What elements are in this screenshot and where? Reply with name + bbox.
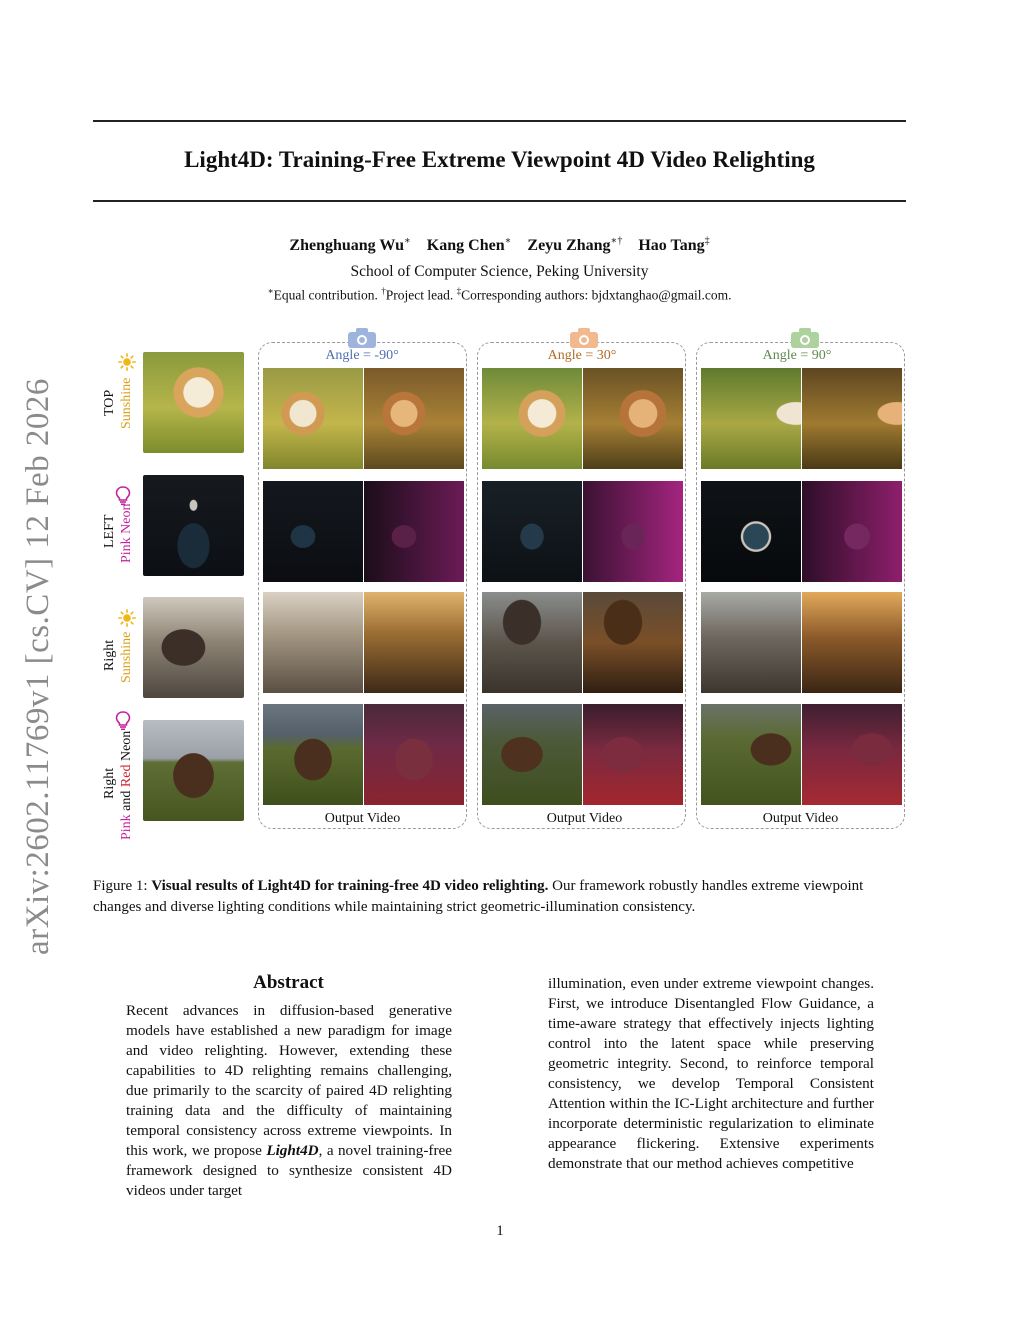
author: Kang Chen∗ [426, 236, 512, 255]
abstract-heading: Abstract [253, 972, 324, 993]
row-label-direction: Right [102, 639, 117, 671]
output-frame [701, 368, 801, 469]
abstract-text-left-column: Recent advances in diffusion-based generative models have established a new paradigm for image and video relighting. However, extending these capabilities to 4D relighting remains challenging, due primarily to the scarcity of paired 4D relighting training data and the difficulty of maintaining temporal consistency across extreme viewpoints. In this work, we propose Light4D, a novel training-free framework designed to synthesize consistent 4D videos under target [126, 1002, 452, 1199]
affiliation: School of Computer Science, Peking University [350, 263, 649, 280]
page-number: 1 [496, 1223, 504, 1239]
input-image-corgi [143, 352, 244, 453]
author: Hao Tang‡ [638, 236, 710, 255]
paper-title: Light4D: Training-Free Extreme Viewpoint 4D Video Relighting [184, 147, 815, 172]
output-frame [701, 481, 801, 582]
output-frame [482, 481, 582, 582]
angle-label: Angle = 90° [762, 348, 832, 363]
input-image-woman [143, 475, 244, 576]
row-label-lighting: Pink Neon [119, 503, 134, 563]
output-frame [263, 704, 363, 805]
output-frame [482, 592, 582, 693]
author: Zhenghuang Wu∗ [289, 236, 411, 255]
output-frame [701, 704, 801, 805]
output-frame [802, 704, 902, 805]
sun-icon [118, 353, 136, 371]
output-frame [583, 592, 683, 693]
arxiv-identifier-stamp: arXiv:2602.11769v1 [cs.CV] 12 Feb 2026 [20, 378, 56, 955]
output-frame [482, 368, 582, 469]
contribution-note: ∗Equal contribution. †Project lead. ‡Corresponding authors: bjdxtanghao@gmail.com. [267, 286, 732, 303]
camera-icon [790, 327, 820, 349]
output-frame [701, 592, 801, 693]
row-label-direction: Right [102, 767, 117, 799]
input-image-bear [143, 720, 244, 821]
title-bottom-rule [93, 200, 906, 202]
angle-label: Angle = -90° [325, 348, 399, 363]
output-video-label: Output Video [546, 811, 623, 826]
output-frame [583, 481, 683, 582]
input-image-rocky-shore [143, 597, 244, 698]
row-label-direction: TOP [102, 389, 117, 416]
row-label-lighting: Sunshine [119, 377, 134, 429]
author-list [93, 236, 906, 255]
camera-icon [569, 327, 599, 349]
output-frame [364, 704, 464, 805]
row-label-direction: LEFT [102, 514, 117, 548]
abstract-text-right-column: illumination, even under extreme viewpoint changes. First, we introduce Disentangled Flow Guidance, a time-aware strategy that effectively injects lighting control into the latent space while preserving geometric integrity. Second, to reinforce temporal consistency, we develop Temporal Consistent Attention within the IC-Light architecture and further incorporate deterministic regularization to eliminate appearance flickering. Extensive experiments demonstrate that our method achieves competitive [548, 975, 874, 1172]
row-label-lighting: Pink and Red Neon [119, 730, 134, 840]
output-frame [802, 592, 902, 693]
output-video-label: Output Video [324, 811, 401, 826]
output-frame [583, 368, 683, 469]
output-video-label: Output Video [762, 811, 839, 826]
angle-label: Angle = 30° [547, 348, 617, 363]
output-frame [263, 368, 363, 469]
output-frame [263, 481, 363, 582]
author: Zeyu Zhang∗† [527, 236, 623, 255]
camera-icon [347, 327, 377, 349]
lightbulb-icon [115, 711, 131, 731]
output-frame [263, 592, 363, 693]
figure-caption: Figure 1: Visual results of Light4D for training-free 4D video relighting. Our framework robustly handles extreme viewpoint changes and diverse lighting conditions while maintaining strict geometric-illumination consistency. [93, 878, 864, 915]
output-frame [802, 481, 902, 582]
output-frame [583, 704, 683, 805]
row-label-lighting: Sunshine [119, 631, 134, 683]
output-frame [482, 704, 582, 805]
output-frame [802, 368, 902, 469]
top-rule [93, 120, 906, 122]
lightbulb-icon [115, 486, 131, 506]
output-frame [364, 368, 464, 469]
output-frame [364, 592, 464, 693]
output-frame [364, 481, 464, 582]
sun-icon [118, 609, 136, 627]
